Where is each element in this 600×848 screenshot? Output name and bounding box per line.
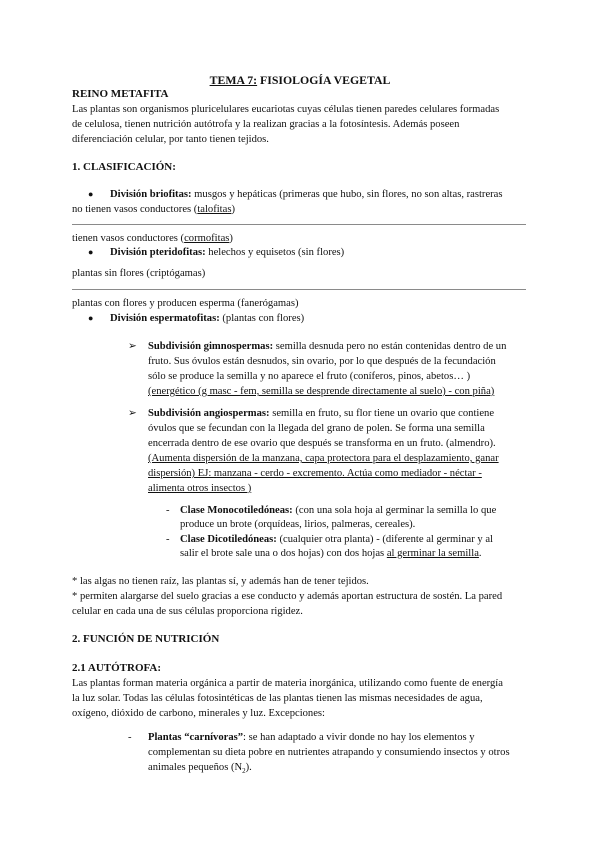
autotrofa-line-3: oxígeno, dióxido de carbono, minerales y luz. Excepciones: xyxy=(72,708,325,719)
item-pteridofitas xyxy=(88,245,344,260)
heading-reino-metafita: REINO METAFITA xyxy=(72,88,169,100)
item-angiospermas: ➢ Subdivisión angiospermas: semilla en fruto, su flor tiene un ovario que contiene xyxy=(128,406,494,421)
gimnospermas-label: Subdivisión gimnospermas: xyxy=(148,341,274,352)
divider-line xyxy=(72,224,526,225)
arrow-bullet-icon: ➢ xyxy=(128,408,137,419)
espermatofitas-text: (plantas con flores) xyxy=(219,313,305,324)
dash-bullet: - xyxy=(166,505,170,516)
dash-bullet: - xyxy=(128,732,132,743)
cormofitas-line: tienen vasos conductores (cormofitas) xyxy=(72,233,233,244)
briofitas-line-2: no tienen vasos conductores (talofitas) xyxy=(72,204,235,215)
angiospermas-line-3: encerrada dentro de ese ovario que después se transforma en un fruto. (almendro). xyxy=(148,438,496,449)
mono-label: Clase Monocotiledóneas: xyxy=(180,505,293,516)
reino-line-2: de celulosa, tienen nutrición autótrofa y la realizan gracias a la fotosíntesis. Además poseen xyxy=(72,119,460,130)
carnivoras-line-3: animales pequeños $(N_2)$. xyxy=(148,762,252,776)
gimnospermas-line-4: (energético (g masc - fem, semilla se desprende directamente al suelo) - con piña) xyxy=(148,386,495,397)
talofitas-term: talofitas xyxy=(197,204,232,215)
autotrofa-line-1: Las plantas forman materia orgánica a partir de materia inorgánica, utilizando como fuente de energía xyxy=(72,678,503,689)
autotrofa-line-2: la luz solar. Todas las células fotosintéticas de las plantas tienen las mismas necesidades de agua, xyxy=(72,693,483,704)
dico-label: Clase Dicotiledóneas: xyxy=(180,534,277,545)
item-espermatofitas xyxy=(88,311,304,326)
dico-line-2: salir el brote sale una o dos hojas) con dos hojas al germinar la semilla. xyxy=(180,548,482,559)
note-line-3: celular en cada una de sus células proporciona rigidez. xyxy=(72,606,303,617)
criptogamas-line: plantas sin flores (criptógamas) xyxy=(72,268,206,279)
item-carnivoras: - Plantas “carnívoras”: se han adaptado a vivir donde no hay los elementos y xyxy=(128,730,475,745)
mono-line-2: produce un brote (orquídeas, lirios, palmeras, cereales). xyxy=(180,519,416,530)
item-dicotiledoneas: - Clase Dicotiledóneas: (cualquier otra planta) - (diferente al germinar y al xyxy=(166,532,493,547)
angiospermas-label: Subdivisión angiospermas: xyxy=(148,408,270,419)
angiospermas-line-4: (Aumenta dispersión de la manzana, capa protectora para el desplazamiento, ganar xyxy=(148,453,499,464)
title-rest: FISIOLOGÍA VEGETAL xyxy=(257,73,391,87)
angiospermas-line-6: alimenta otros insectos ) xyxy=(148,483,252,494)
heading-clasificacion: 1. CLASIFICACIÓN: xyxy=(72,161,176,173)
briofitas-text: musgos y hepáticas (primeras que hubo, sin flores, no son altas, rastreras xyxy=(191,189,503,200)
reino-line-1: Las plantas son organismos pluricelulares eucariotas cuyas células tienen paredes celulares formadas xyxy=(72,104,500,115)
fanerogamas-line: plantas con flores y producen esperma (fanerógamas) xyxy=(72,298,299,309)
pteridofitas-label: División pteridofitas: xyxy=(110,247,206,258)
carnivoras-label: Plantas “carnívoras” xyxy=(148,732,244,743)
arrow-bullet-icon: ➢ xyxy=(128,341,137,352)
pteridofitas-text: helechos y equisetos (sin flores) xyxy=(205,247,345,258)
note-line-1: * las algas no tienen raíz, las plantas sí, y además han de tener tejidos. xyxy=(72,576,369,587)
angiospermas-line-2: óvulos que se fecundan con la llegada del grano de polen. Se forma una semilla xyxy=(148,423,485,434)
bullet-icon: ● xyxy=(88,189,94,199)
dash-bullet: - xyxy=(166,534,170,545)
reino-line-3: diferenciación celular, por tanto tienen tejidos. xyxy=(72,134,269,145)
bullet-icon: ● xyxy=(88,247,94,257)
bullet-icon: ● xyxy=(88,313,94,323)
title-prefix: TEMA 7: xyxy=(209,73,258,87)
item-briofitas xyxy=(88,187,503,202)
item-monocotiledoneas: - Clase Monocotiledóneas: (con una sola hoja al germinar la semilla lo que xyxy=(166,503,496,518)
briofitas-label: División briofitas: xyxy=(110,189,192,200)
espermatofitas-label: División espermatofitas: xyxy=(110,313,220,324)
gimnospermas-line-2: fruto. Sus óvulos están desnudos, sin ovario, por lo que después de la fecundación xyxy=(148,356,496,367)
heading-nutricion: 2. FUNCIÓN DE NUTRICIÓN xyxy=(72,633,220,645)
carnivoras-line-2: complementan su dieta pobre en nutrientes atrapando y consumiendo insectos y otros xyxy=(148,747,510,758)
divider-line xyxy=(72,289,526,290)
heading-autotrofa: 2.1 AUTÓTROFA: xyxy=(72,662,162,674)
angiospermas-line-5: dispersión) EJ: manzana - cerdo - excremento. Actúa como mediador - néctar - xyxy=(148,468,482,479)
item-gimnospermas: ➢ Subdivisión gimnospermas: semilla desnuda pero no están contenidas dentro de un xyxy=(128,339,506,354)
gimnospermas-line-3: sólo se produce la semilla y no aparece el fruto (coníferos, pinos, abetos… ) xyxy=(148,371,471,382)
note-line-2: * permiten alargarse del suelo gracias a ese conducto y además aportan estructura de sostén. La pared xyxy=(72,591,503,602)
cormofitas-term: cormofitas xyxy=(184,233,230,244)
